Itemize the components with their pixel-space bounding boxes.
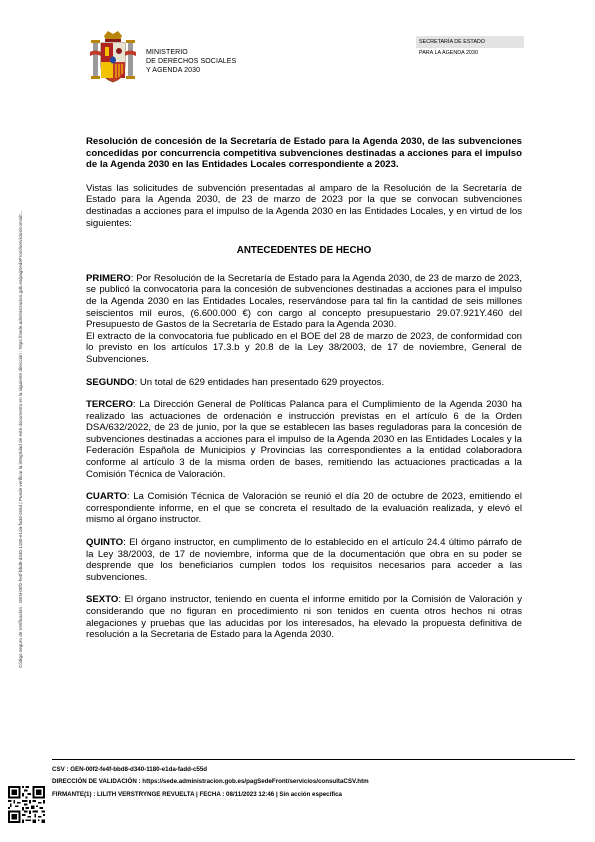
paragraph-segundo — [86, 377, 522, 389]
paragraph-tercero — [86, 399, 522, 480]
ministry-name — [146, 48, 236, 75]
ministry-line: MINISTERIO — [146, 49, 188, 56]
footer-block — [52, 764, 369, 801]
paragraph-text: : El órgano instructor, teniendo en cuenta el informe emitido por la Comisión de Valoración y considerando que no figuran en procedimiento ni son tenidos en cuenta otros hechos ni otras alegaciones y pruebas que las aducidas por los interesados, ha elevado la propuesta definitiva de resolución a la Secretaria de Estado para la Agenda 2030. — [86, 594, 522, 641]
paragraph-text: : Un total de 629 entidades han presentado 629 proyectos. — [134, 376, 385, 388]
paragraph-lead: SEGUNDO — [86, 376, 135, 388]
footer-divider — [52, 759, 575, 760]
intro-paragraph: Vistas las solicitudes de subvención presentadas al amparo de la Resolución de la Secretaría de Estado para la Agenda 2030, de 23 de marzo de 2023 por la que se convocan subvenciones destinadas a acciones para el impulso de la Agenda 2030 en las Entidades Locales, y en virtud de los siguientes: — [86, 182, 522, 229]
document-body — [86, 136, 522, 652]
paragraph-lead: PRIMERO — [86, 272, 131, 284]
paragraph-text: : La Dirección General de Políticas Palanca para el Cumplimiento de la Agenda 2030 ha realizado las actuaciones de ordenación e instrucción previstas en el artículo 6 de la Orden DSA/632/2022, de 23 de junio, por la que se establecen las bases reguladoras para la concesión de subvenciones destinadas a acciones para el impulso de la Agenda 2030 en las Entidades Locales y la Federación Española de Municipios y Provincias las correspondientes a la entidad colaboradora conforme al artículo 3 de la misma orden de bases, remitiendo las actuaciones practicadas a la Comisión Técnica de Valoración. — [86, 399, 522, 480]
paragraph-text: : El órgano instructor, en cumplimento de lo establecido en el artículo 24.4 último párrafo de la Ley 38/2003, de 17 de noviembre, informa que de la documentación que obra en su poder se desprende que los beneficiarios cumplen todos los requisitos necesarios para acceder a las subvenciones. — [86, 537, 522, 583]
secretariat-line: PARA LA AGENDA 2030 — [419, 50, 478, 56]
paragraph-quinto — [86, 537, 522, 583]
paragraph-text: : Por Resolución de la Secretaría de Estado para la Agenda 2030, de 23 de marzo de 2023, se publicó la convocatoria para la concesión de subvenciones destinadas a acciones para el impulso de la Agenda 2030 en las Entidades Locales, reservándose para tal fin la cantidad de seis millones seiscientos mil euros, (6.600.000 €) con cargo al concepto presupuestario 29.07.921Y.460 del Presupuesto de Gastos de la Secretaría de Estado para la Agenda 2030. — [86, 272, 522, 331]
ministry-line: Y AGENDA 2030 — [146, 67, 201, 74]
paragraph-cuarto — [86, 491, 522, 526]
verification-side-text: Código seguro de Verificación : GEN-00f2-fe4f-bbd8-d340-1180-e1da-fadd-c55d | Puede verificar la integridad de este documento en la siguiente dirección : https://sede.administracion.gob.es/pagSedeFront/servicios/consult... — [18, 210, 23, 668]
footer-signer: FIRMANTE(1) : LILITH VERSTRYNGE REVUELTA | FECHA : 08/11/2023 12:46 | Sin acción específica — [52, 790, 342, 798]
paragraph-lead: TERCERO — [86, 399, 133, 411]
secretariat-box — [416, 36, 524, 58]
footer-csv: CSV : GEN-00f2-fe4f-bbd8-d340-1180-e1da-fadd-c55d — [52, 766, 208, 773]
paragraph-sexto — [86, 594, 522, 640]
paragraph-lead: SEXTO — [86, 594, 119, 606]
secretariat-line: SECRETARÍA DE ESTADO — [416, 36, 524, 48]
footer-validation-url[interactable]: DIRECCIÓN DE VALIDACIÓN : https://sede.administracion.gob.es/pagSedeFront/servicios/consultaCSV.htm — [52, 778, 369, 786]
ministry-line: DE DERECHOS SOCIALES — [146, 58, 237, 65]
qr-code-icon[interactable] — [8, 786, 45, 823]
paragraph-primero-extra: El extracto de la convocatoria fue publicado en el BOE del 28 de marzo de 2023, de conformidad con lo previsto en los artículos 17.3.b y 20.8 de la Ley 38/2003, de 17 de noviembre, General de Subvenciones. — [86, 330, 522, 365]
coat-of-arms-icon — [90, 28, 136, 88]
section-heading: ANTECEDENTES DE HECHO — [236, 245, 372, 257]
paragraph-text: : La Comisión Técnica de Valoración se reunió el día 20 de octubre de 2023, emitiendo el correspondiente informe, en el que se concreta el resultado de la evaluación realizada, y elevó el mismo al órgano instructor. — [86, 491, 522, 526]
document-title: Resolución de concesión de la Secretaría de Estado para la Agenda 2030, de las subvenciones concedidas por concurrencia competitiva subvenciones destinadas a acciones para el impulso de la Agenda 2030 en las Entidades Locales correspondiente a 2023. — [86, 136, 522, 171]
paragraph-lead: CUARTO — [86, 491, 127, 503]
paragraph-primero — [86, 273, 522, 331]
paragraph-lead: QUINTO — [86, 537, 124, 549]
